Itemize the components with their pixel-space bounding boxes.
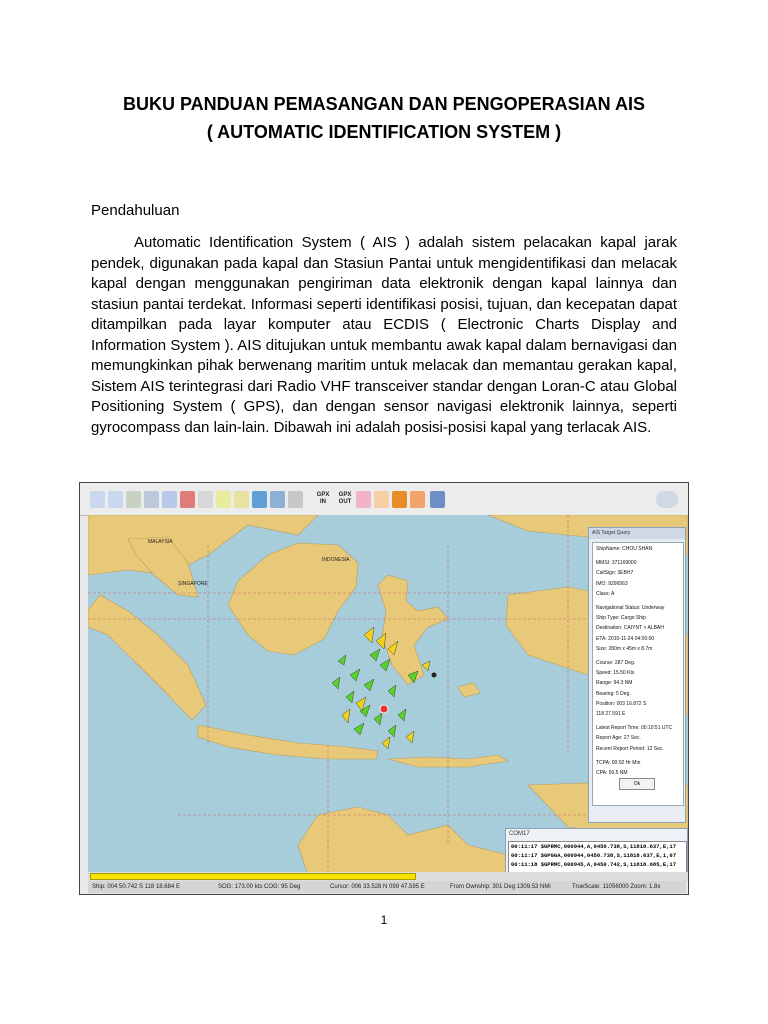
- ais-screenshot-figure: [79, 482, 689, 895]
- horizontal-scrollbar[interactable]: [88, 872, 688, 881]
- settings-icon[interactable]: [374, 491, 389, 508]
- ais-detail-row: Range: 94.3 NM: [596, 680, 633, 687]
- tide-icon[interactable]: [356, 491, 371, 508]
- ais-detail-row: Destination: CAIYNT > ALBAH: [596, 625, 664, 632]
- status-bar: [88, 881, 686, 893]
- ais-detail-row: Position: 003 16.872 S: [596, 700, 647, 707]
- nmea-line: 00:11:17 $GPGGA,000944,0450.738,S,11818.637,E,1,07: [511, 852, 677, 859]
- ais-detail-row: CallSign: 3EBH7: [596, 570, 634, 577]
- layers-icon[interactable]: [252, 491, 267, 508]
- ais-detail-row: TCPA: 00:02 Hr Min: [596, 759, 641, 766]
- map-label-singapore: SINGAPORE: [178, 581, 208, 587]
- ais-detail-row: Navigational Status: Underway: [596, 605, 665, 611]
- ais-detail-row: Report Age: 27 Sec.: [596, 735, 641, 742]
- status-truescale: TrueScale: 11056000 Zoom: 1.8x: [572, 884, 661, 890]
- compass-icon[interactable]: [656, 491, 678, 508]
- text-icon[interactable]: [216, 491, 231, 508]
- help-icon[interactable]: [430, 491, 445, 508]
- ais-detail-row: Size: 280m x 45m x 8.7m: [596, 645, 653, 652]
- document-title-line1: BUKU PANDUAN PEMASANGAN DAN PENGOPERASIAN AIS: [122, 94, 646, 114]
- zoom-in-icon[interactable]: [90, 491, 105, 508]
- body-paragraph: Automatic Identification System ( AIS ) adalah sistem pelacakan kapal jarak pendek, digunakan pada kapal dan Stasiun Pantai untuk mengidentifikasi dan melacak kapal dengan menggunakan pengiriman data elektronik dengan kapal lainnya dan stasiun pantai terdekat. Informasi seperti identifikasi posisi, tujuan, dan kecepatan dapat ditampilkan pada layar komputer atau ECDIS ( Electronic Charts Display and Information System ). AIS ditujukan untuk membantu awak kapal dalam bernavigasi dan memungkinkan pihak berwenang maritim untuk melacak dan memantau gerakan kapal, Sistem AIS terintegrasi dari Radio VHF transceiver standar dengan Loran-C atau Global Positioning System ( GPS), dan dengan sensor navigasi elektronik lainnya, seperti gyrocompass dan lain-lain. Dibawah ini adalah posisi-posisi kapal yang terlacak AIS.: [91, 234, 677, 436]
- ship-follow-icon[interactable]: [180, 491, 195, 508]
- status-cursor: Cursor: 006 33.528 N 099 47.595 E: [330, 884, 425, 890]
- current-icon[interactable]: [392, 491, 407, 508]
- route-icon[interactable]: [162, 491, 177, 508]
- zoom-out-icon[interactable]: [108, 491, 123, 508]
- nmea-line: 00:11:18 $GPRMC,000945,A,0450.742,S,11818.685,E,17: [511, 861, 677, 868]
- page-number: 1: [380, 913, 388, 927]
- scrollbar-thumb[interactable]: [90, 873, 416, 880]
- status-ship-position: Ship: 004 50.742 S 118 18.684 E: [92, 884, 180, 890]
- nmea-line: 00:11:17 $GPRMC,000944,A,0450.738,S,11818.637,E,17: [511, 843, 677, 850]
- ais-detail-row: ETA: 2010-11-24 04:00:00: [596, 635, 655, 642]
- pen-icon[interactable]: [234, 491, 249, 508]
- print-icon[interactable]: [288, 491, 303, 508]
- measure-icon[interactable]: [198, 491, 213, 508]
- ais-target-query-dialog[interactable]: [588, 527, 686, 823]
- com-port-window[interactable]: [505, 828, 688, 873]
- ais-detail-row: IMO: 9296563: [596, 580, 628, 587]
- chart-icon[interactable]: [270, 491, 285, 508]
- ais-detail-row: Class: A: [596, 590, 615, 597]
- ais-detail-row: MMSI: 371169000: [596, 560, 637, 567]
- com-window-title: COM17: [509, 831, 530, 837]
- scale-in-icon[interactable]: [126, 491, 141, 508]
- ais-detail-row: ShipName: CHOU SHAN: [596, 546, 653, 552]
- chart-toolbar: [80, 483, 688, 516]
- ais-detail-row: Ship Type: Cargo Ship: [596, 615, 646, 622]
- scale-out-icon[interactable]: [144, 491, 159, 508]
- ais-detail-row: 118 27.591 E: [596, 711, 626, 717]
- gpx-in-button[interactable]: GPX IN: [316, 492, 330, 505]
- ais-detail-row: CPA: 50.5 NM: [596, 770, 628, 776]
- map-label-malaysia: MALAYSIA: [148, 539, 173, 545]
- document-title-line2: ( AUTOMATIC IDENTIFICATION SYSTEM ): [206, 122, 562, 142]
- ais-detail-row: Bearing: 5 Deg.: [596, 690, 631, 697]
- ais-detail-row: Speed: 15.50 Kts: [596, 670, 635, 677]
- gpx-out-button[interactable]: GPX OUT: [338, 492, 352, 505]
- section-heading: Pendahuluan: [91, 202, 180, 219]
- map-label-indonesia: INDONESIA: [322, 557, 350, 563]
- ok-button[interactable]: Ok: [619, 778, 655, 790]
- lifebuoy-icon[interactable]: [410, 491, 425, 508]
- ais-target-details: [592, 542, 684, 806]
- status-sog-cog: SOG: 173.00 kts COG: 95 Deg: [218, 884, 301, 890]
- dialog-title: AIS Target Query: [589, 528, 685, 539]
- nmea-log: [508, 841, 687, 874]
- ais-detail-row: Latest Report Time: 00:10:51 UTC: [596, 725, 673, 732]
- status-from-ownship: From Ownship: 301 Deg 1309.53 NMi: [450, 884, 551, 890]
- ais-detail-row: Course: 287 Deg.: [596, 660, 636, 666]
- ais-detail-row: Recent Report Period: 12 Sec.: [596, 745, 664, 752]
